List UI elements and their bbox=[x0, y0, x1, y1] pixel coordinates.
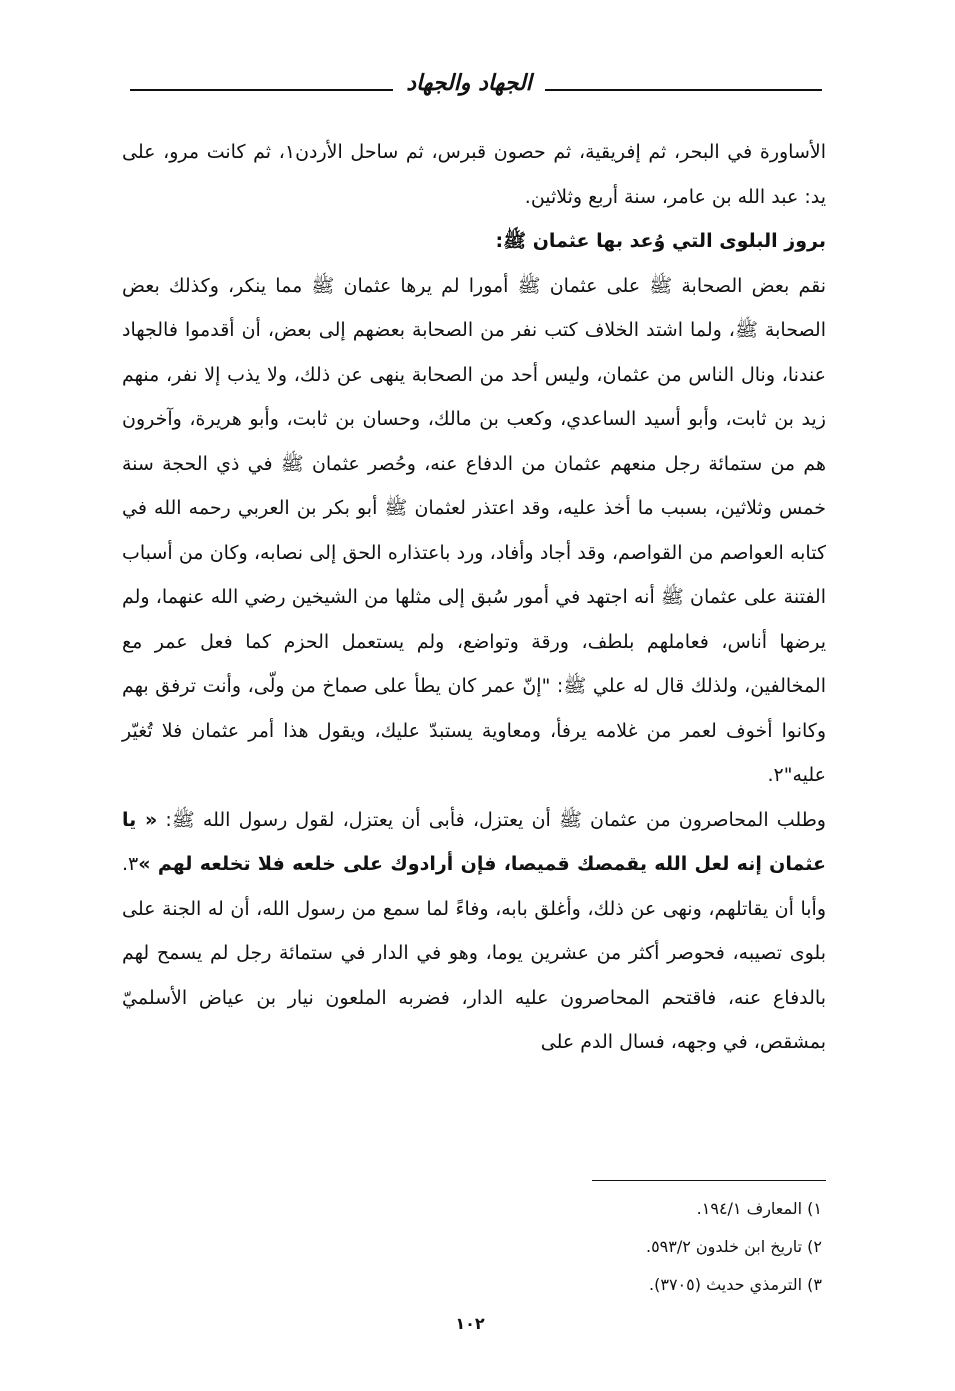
paragraph-3-intro: وطلب المحاصرون من عثمان ﷺ أن يعتزل، فأبى أن يعتزل، لقول رسول الله ﷺ: bbox=[165, 808, 826, 831]
footnote-3: ٣) الترمذي حديث (٣٧٠٥). bbox=[649, 1275, 822, 1294]
paragraph-2: نقم بعض الصحابة ﷺ على عثمان ﷺ أمورا لم يرها عثمان ﷺ مما ينكر، وكذلك بعض الصحابة ﷺ، ولما اشتد الخلاف كتب نفر من الصحابة بعضهم إلى بعض، أن أقدموا فالجهاد عندنا، ونال الناس من عثمان، وليس أحد من الصحابة ينهى عن ذلك، ولا يذب إلا نفر، منهم زيد بن ثابت، وأبو أسيد الساعدي، وكعب بن مالك، وحسان بن ثابت، وأبو هريرة، وآخرون هم من ستمائة رجل منعهم عثمان من الدفاع عنه، وحُصر عثمان ﷺ في ذي الحجة سنة خمس وثلاثين، بسبب ما أخذ عليه، وقد اعتذر لعثمان ﷺ أبو بكر بن العربي رحمه الله في كتابه العواصم من القواصم، وقد أجاد وأفاد، ورد باعتذاره الحق إلى نصابه، وكان من أسباب الفتنة على عثمان ﷺ أنه اجتهد في أمور سُبق إلى مثلها من الشيخين رضي الله عنهما، ولم يرضها أناس، فعاملهم بلطف، ورقة وتواضع، ولم يستعمل الحزم كما فعل عمر مع المخالفين، ولذلك قال له علي ﷺ: "إنّ عمر كان يطأ على صماخ من ولّى، وأنت ترفق بهم وكانوا أخوف لعمر من غلامه يرفأ، ومعاوية يستبدّ عليك، ويقول هذا أمر عثمان فلا تُغيّر عليه"٢. bbox=[122, 274, 826, 786]
page-number: ١٠٢ bbox=[455, 1314, 485, 1333]
footnote-rule bbox=[592, 1180, 826, 1181]
paragraph-3-rest: ٣. وأبا أن يقاتلهم، ونهى عن ذلك، وأغلق بابه، وفاءً لما سمع من رسول الله، أن له الجنة على بلوى تصيبه، فحوصر أكثر من عشرين يوما، وهو في الدار في ستمائة رجل لم يسمح لهم بالدفاع عنه، فاقتحم المحاصرون عليه الدار، فضربه الملعون نيار بن عياض الأسلميّ بمشقص، في وجهه، فسال الدم على bbox=[122, 853, 826, 1053]
running-header-title: الجهاد والجهاد bbox=[406, 70, 532, 96]
section-heading: بروز البلوى التي وُعد بها عثمان ﷺ: bbox=[495, 230, 826, 252]
hadith-quote: « يا عثمان إنه لعل الله يقمصك قميصا، فإن أرادوك على خلعه فلا تخلعه لهم » bbox=[122, 808, 826, 875]
paragraph-1: الأساورة في البحر، ثم إفريقية، ثم حصون قبرس، ثم ساحل الأردن١، ثم كانت مرو، على يد: عبد الله بن عامر، سنة أربع وثلاثين. bbox=[122, 141, 826, 208]
main-text bbox=[122, 130, 826, 1065]
footnote-2: ٢) تاريخ ابن خلدون ٥٩٣/٢. bbox=[645, 1237, 822, 1256]
footnote-1: ١) المعارف ١٩٤/١. bbox=[696, 1199, 822, 1218]
paragraph-3 bbox=[122, 798, 826, 1065]
header-rule-left bbox=[130, 89, 393, 91]
header-rule-right bbox=[545, 89, 822, 91]
footnotes bbox=[400, 1190, 822, 1304]
